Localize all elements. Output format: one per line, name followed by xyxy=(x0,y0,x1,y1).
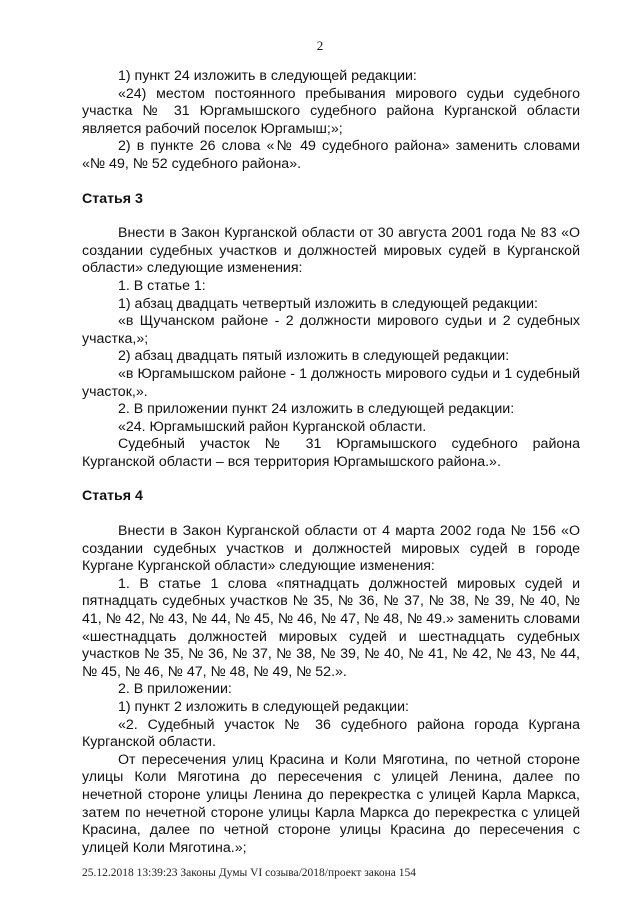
paragraph: 1) пункт 2 изложить в следующей редакции: xyxy=(118,699,409,715)
paragraph: 2) абзац двадцать пятый изложить в следующей редакции: xyxy=(118,348,510,365)
paragraph: 1) абзац двадцать четвертый изложить в следующей редакции: xyxy=(118,295,538,312)
paragraph: 2) в пункте 26 слова «№ 49 судебного района» заменить словами «№ 49, № 52 судебного района». xyxy=(82,138,580,172)
page-number: 2 xyxy=(316,38,324,53)
footer-stamp: 25.12.2018 13:39:23 Законы Думы VI созыва/2018/проект закона 154 xyxy=(82,867,417,879)
paragraph: «в Щучанском районе - 2 должности мирового судьи и 2 судебных участка,»; xyxy=(82,313,580,347)
paragraph: 1. В статье 1: xyxy=(118,277,206,294)
article-4-heading: Статья 4 xyxy=(82,488,143,505)
paragraph: От пересечения улиц Красина и Коли Мяготина, по четной стороне улицы Коли Мяготина до пересечения с улицей Ленина, далее по нечетной стороне улицы Ленина до перекрестка с улицей Карла Маркса, затем по нечетной стороне улицы Карла Маркса до перекрестка с улицей Красина, далее по четной стороне улицы Красина до пересечения с улицей Коли Мяготина.»; xyxy=(82,751,580,856)
paragraph: Судебный участок № 31 Юргамышского судебного района Курганской области – вся территория Юргамышского района.». xyxy=(82,436,580,470)
document-body xyxy=(82,68,580,857)
paragraph: «24) местом постоянного пребывания мирового судьи судебного участка № 31 Юргамышского судебного района Курганской области является рабочий поселок Юргамыш;»; xyxy=(82,85,580,137)
article-3-heading: Статья 3 xyxy=(82,190,143,207)
paragraph: «2. Судебный участок № 36 судебного района города Кургана Курганской области. xyxy=(82,716,580,751)
paragraph: «24. Юргамышский район Курганской области. xyxy=(118,418,427,435)
paragraph: Внести в Закон Курганской области от 30 августа 2001 года № 83 «О создании судебных участков и должностей мировых судей в Курганской области» следующие изменения: xyxy=(82,225,580,277)
paragraph: 2. В приложении пункт 24 изложить в следующей редакции: xyxy=(118,401,515,418)
paragraph: 1) пункт 24 изложить в следующей редакции: xyxy=(118,68,417,84)
paragraph: «в Юргамышском районе - 1 должность мирового судьи и 1 судебный участок,». xyxy=(82,365,580,400)
paragraph: 2. В приложении: xyxy=(118,681,232,698)
paragraph: 1. В статье 1 слова «пятнадцать должностей мировых судей и пятнадцать судебных участков № 35, № 36, № 37, № 38, № 39, № 40, № 41, № 42, № 43, № 44, № 45, № 46, № 47, № 48, № 49.» заменить словами «шестнадцать должностей мировых судей и шестнадцать судебных участков № 35, № 36, № 37, № 38, № 39, № 40, № 41, № 42, № 43, № 44, № 45, № 46, № 47, № 48, № 49, № 52.». xyxy=(82,575,580,680)
paragraph: Внести в Закон Курганской области от 4 марта 2002 года № 156 «О создании судебных участков и должностей мировых судей в городе Кургане Курганской области» следующие изменения: xyxy=(82,523,580,575)
